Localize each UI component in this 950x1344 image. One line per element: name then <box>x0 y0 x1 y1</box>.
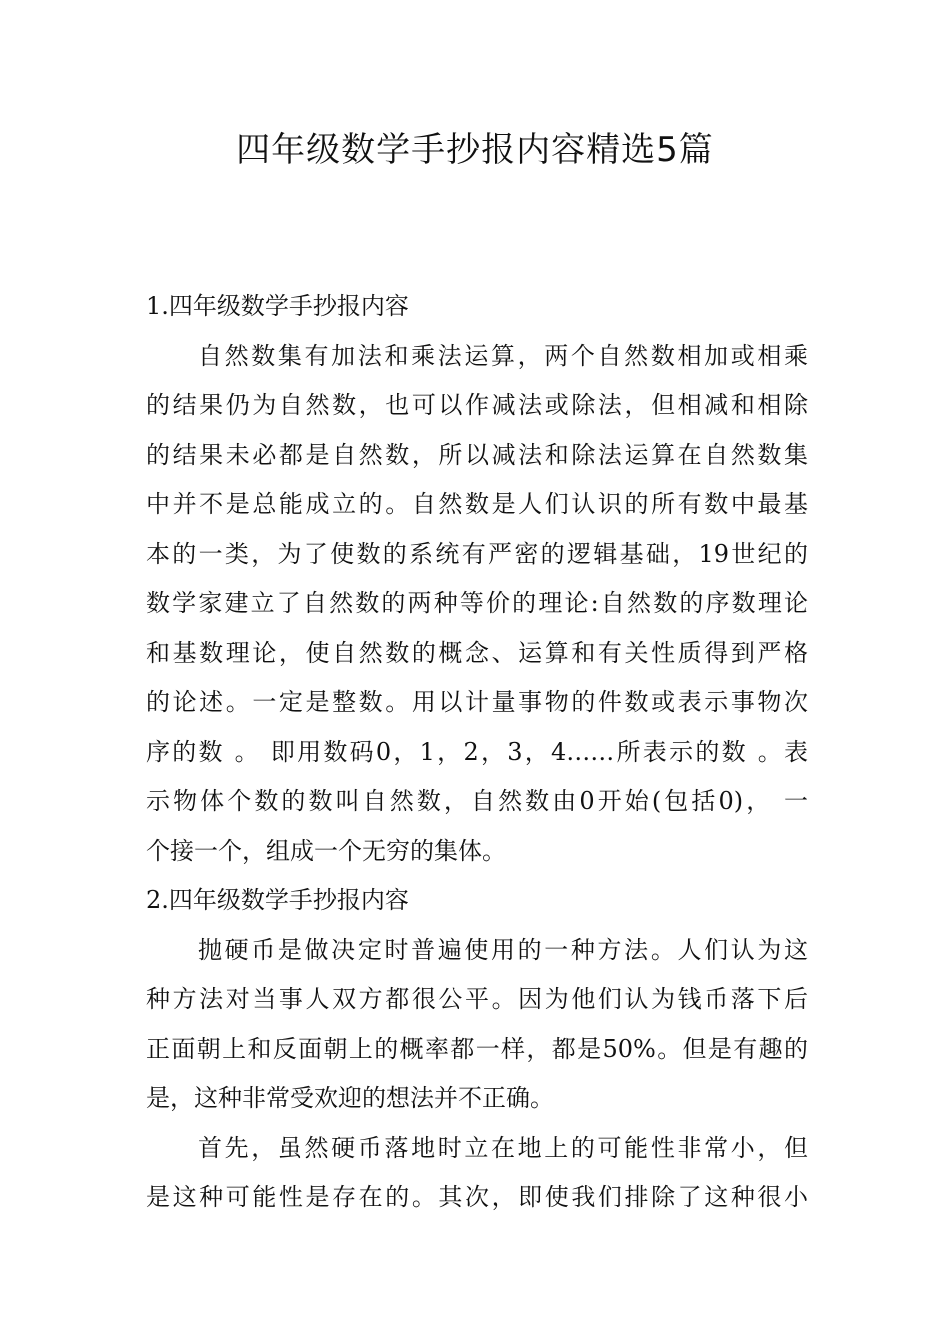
paragraph-line: 自然数集有加法和乘法运算，两个自然数相加或相乘 <box>198 341 808 370</box>
paragraph-line: 和基数理论，使自然数的概念、运算和有关性质得到严格 <box>146 638 808 667</box>
paragraph-line: 首先，虽然硬币落地时立在地上的可能性非常小，但 <box>198 1133 808 1162</box>
paragraph-line: 序的数 。 即用数码0，1，2，3，4……所表示的数 。表 <box>146 737 808 766</box>
paragraph-line: 本的一类，为了使数的系统有严密的逻辑基础，19世纪的 <box>146 539 808 568</box>
document-title: 四年级数学手抄报内容精选5篇 <box>236 130 714 170</box>
paragraph-line: 的论述。一定是整数。用以计量事物的件数或表示事物次 <box>146 688 808 716</box>
paragraph-line: 示物体个数的数叫自然数，自然数由0开始(包括0)， 一 <box>146 787 808 815</box>
paragraph-line: 中并不是总能成立的。自然数是人们认识的所有数中最基 <box>146 490 808 518</box>
paragraph-line: 种方法对当事人双方都很公平。因为他们认为钱币落下后 <box>146 985 808 1013</box>
paragraph-line: 是这种可能性是存在的。其次，即使我们排除了这种很小 <box>146 1183 808 1211</box>
paragraph-line: 数学家建立了自然数的两种等价的理论:自然数的序数理论 <box>146 589 808 617</box>
paragraph-line: 的结果未必都是自然数，所以减法和除法运算在自然数集 <box>146 440 808 469</box>
paragraph-line: 的结果仍为自然数，也可以作减法或除法，但相减和相除 <box>146 391 808 419</box>
paragraph-line: 抛硬币是做决定时普遍使用的一种方法。人们认为这 <box>198 935 808 964</box>
paragraph-line: 个接一个，组成一个无穷的集体。 <box>146 836 506 865</box>
paragraph-line: 正面朝上和反面朝上的概率都一样，都是50%。但是有趣的 <box>146 1034 808 1063</box>
section-heading: 1.四年级数学手抄报内容 <box>146 292 409 320</box>
section-heading: 2.四年级数学手抄报内容 <box>146 886 409 914</box>
document-body <box>146 282 808 1223</box>
paragraph-line: 是，这种非常受欢迎的想法并不正确。 <box>146 1084 554 1112</box>
